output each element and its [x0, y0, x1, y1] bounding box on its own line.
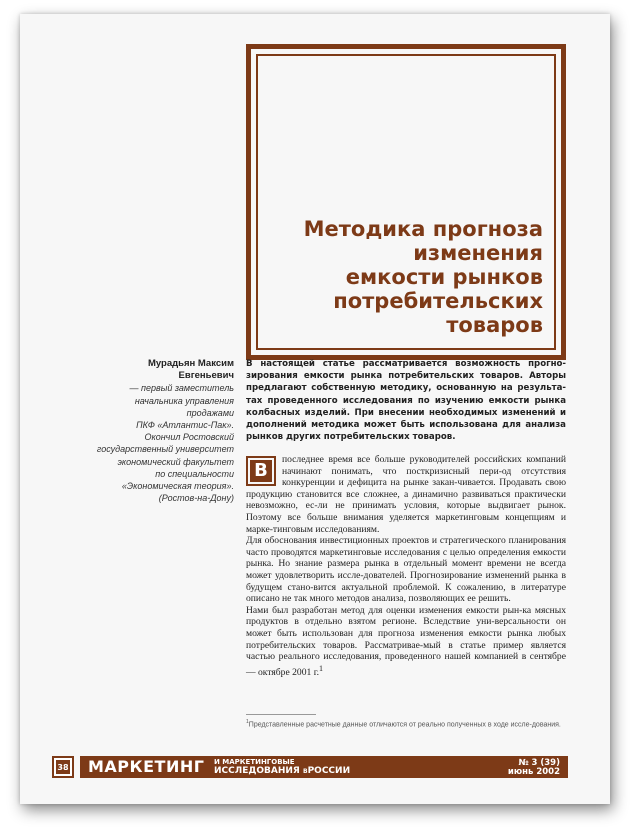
brand-main-title: МАРКЕТИНГ — [88, 757, 205, 776]
brand-subtitle-russia: РОССИИ — [307, 766, 351, 776]
brand-subtitle-in: В — [303, 768, 308, 775]
footnote-reference: 1 — [318, 663, 323, 673]
footnote-mark: 1 — [246, 719, 249, 725]
brand-subtitle-research: ИССЛЕДОВАНИЯ — [214, 766, 300, 776]
brand-subtitle-top: И МАРКЕТИНГОВЫЕ — [214, 758, 295, 766]
magazine-page — [20, 14, 610, 804]
magazine-brand-bar — [80, 756, 568, 778]
article-lead: В настоящей статье рассматривается возможность прогно-зирования емкости рынка потребительских товаров. Авторы предлагают собственную методику, основанную на результа-тах проведенного исследования по изучению емкости рынка колбасных изделий. При внесении необходимых изменений и дополнений методика может быть использована для анализа рынков других потребительских товаров. — [246, 359, 566, 443]
page-number: 38 — [56, 760, 70, 774]
body-paragraph-1-text: последнее время все больше руководителей российских компаний начинают понимать, что посткризисный пери-од отсутствия конкуренции и дефицита на рынке закан-чивается. Продавать свою продукцию становится все сложнее, а динамично развиваться практически невозможно, ес-ли не принимать условия, которые выдвигает рынок. Поэтому все больше внимания уделяется маркетинговым концепциям и марке-тинговым исследованиям. — [246, 454, 566, 535]
body-paragraph-1 — [246, 454, 566, 535]
body-paragraph-3-text: Нами был разработан метод для оценки изменения емкости рын-ка мясных продуктов в отдельно взятом регионе. Вследствие уни-версальности он может быть использован для прогноза изменения емкости рынка любых потребительских товаров. Рассматривае-мый в статье пример является частью реального исследования, проведенного нашей компанией в сентябре — октябре 2001 г. — [246, 604, 566, 678]
title-frame — [246, 44, 566, 360]
footnote-text: Представленные расчетные данные отличаются от реально полученных в ходе иссле-дования. — [248, 721, 561, 729]
author-name: Мурадьян Максим Евгеньевич — [147, 358, 234, 382]
dropcap-letter: В — [250, 460, 272, 482]
dropcap — [246, 456, 276, 486]
footnote — [246, 718, 566, 729]
article-title: Методика прогноза изменения емкости рынков потребительских товаров — [303, 217, 543, 337]
page-number-box — [52, 756, 74, 778]
article-body — [246, 454, 566, 678]
footnote-rule — [246, 714, 316, 715]
brand-subtitle-bottom — [214, 766, 350, 776]
issue-number: № 3 (39) — [518, 758, 560, 768]
author-description: — первый заместитель начальника управления продажами ПКФ «Атлантис-Пак». Окончил Ростовский государственный университет экономический факультет по специальности «Экономическая теория». (Ростов-на-Дону) — [96, 383, 234, 504]
body-paragraph-3 — [246, 605, 566, 679]
body-paragraph-2: Для обоснования инвестиционных проектов и стратегического планирования часто проводятся маркетинговые исследования с целью определения емкости рынка. Но знание размера рынка в отдельный момент времени не всегда может удовлетворить иссле-дователей. Прогнозирование изменений рынка в будущем стано-вится актуальной проблемой. К сожалению, в литературе описано не так много методов анализа, позволяющих ее решить. — [246, 535, 566, 605]
issue-date: июнь 2002 — [507, 767, 560, 777]
page-footer — [52, 756, 568, 776]
author-block — [80, 358, 234, 504]
